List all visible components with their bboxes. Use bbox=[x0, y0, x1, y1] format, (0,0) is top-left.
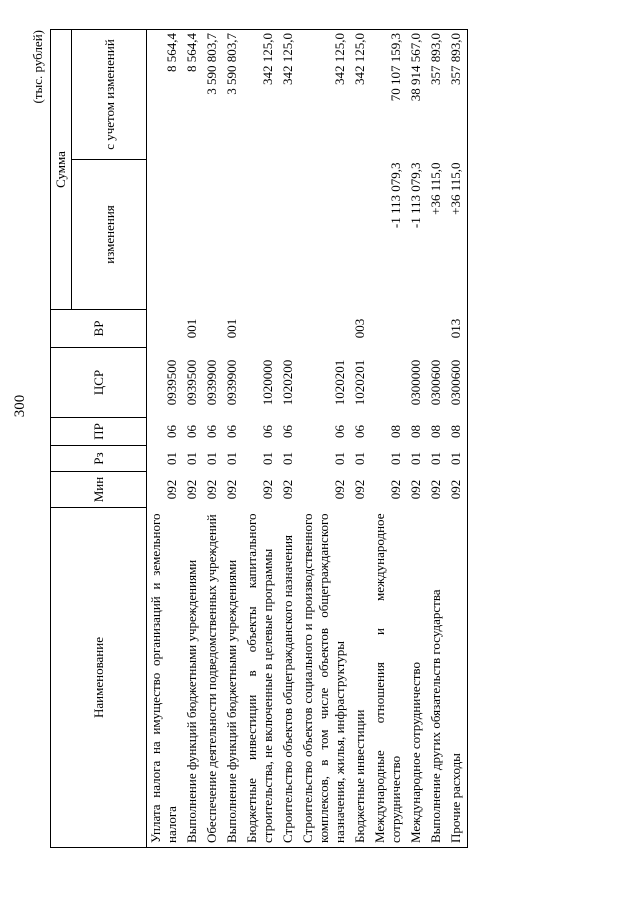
cell-total: 342 125,0 bbox=[351, 30, 371, 160]
cell-csr: 1020201 bbox=[332, 359, 347, 406]
cell-vr bbox=[243, 310, 279, 348]
header-name: Наименование bbox=[51, 508, 147, 848]
cell-vr bbox=[407, 310, 427, 348]
cell-change: +36 115,0 bbox=[428, 162, 443, 215]
header-changes: изменения bbox=[72, 160, 147, 310]
cell-pr: 06 bbox=[280, 425, 295, 438]
cell-min: 092 bbox=[428, 479, 443, 500]
table-row bbox=[447, 30, 468, 848]
header-pr: ПР bbox=[51, 418, 147, 446]
cell-vr bbox=[203, 310, 223, 348]
cell-vr bbox=[371, 310, 407, 348]
cell-pr: 08 bbox=[428, 425, 443, 438]
cell-csr: 0939500 bbox=[164, 359, 179, 406]
cell-pr: 06 bbox=[204, 425, 219, 438]
cell-pr: 06 bbox=[184, 425, 199, 438]
cell-csr: 0300000 bbox=[408, 359, 423, 406]
cell-total: 357 893,0 bbox=[427, 30, 447, 160]
cell-total: 8 564,4 bbox=[147, 30, 184, 160]
cell-name: Международное сотрудничество bbox=[407, 508, 427, 848]
cell-pr: 06 bbox=[332, 425, 347, 438]
cell-rz: 01 bbox=[280, 452, 295, 465]
cell-pr: 06 bbox=[164, 425, 179, 438]
cell-csr: 1020000 bbox=[260, 359, 275, 406]
cell-rz: 01 bbox=[352, 452, 367, 465]
header-with-changes: с учетом изменений bbox=[72, 30, 147, 160]
cell-name: Выполнение функций бюджетными учреждениями bbox=[183, 508, 203, 848]
table-body bbox=[147, 30, 468, 848]
cell-vr: 003 bbox=[352, 318, 367, 339]
cell-pr: 08 bbox=[447, 418, 468, 446]
cell-min: 092 bbox=[164, 479, 179, 500]
cell-min: 092 bbox=[332, 479, 347, 500]
cell-csr: 0939900 bbox=[204, 359, 219, 406]
cell-name: Строительство объектов общегражданского назначения bbox=[279, 508, 299, 848]
cell-total: 342 125,0 bbox=[279, 30, 299, 160]
cell-change bbox=[279, 160, 299, 310]
table-row bbox=[407, 30, 427, 848]
cell-change bbox=[351, 160, 371, 310]
cell-vr bbox=[427, 310, 447, 348]
table-row bbox=[183, 30, 203, 848]
cell-pr: 06 bbox=[352, 425, 367, 438]
cell-rz: 01 bbox=[184, 452, 199, 465]
cell-pr: 06 bbox=[224, 425, 239, 438]
cell-change bbox=[147, 160, 184, 310]
cell-name: Международные отношения и международное сотрудничество bbox=[371, 508, 407, 848]
cell-total: 38 914 567,0 bbox=[407, 30, 427, 160]
cell-rz: 01 bbox=[224, 452, 239, 465]
cell-total: 342 125,0 bbox=[299, 30, 351, 160]
cell-rz: 01 bbox=[164, 452, 179, 465]
table-row bbox=[299, 30, 351, 848]
cell-total: 3 590 803,7 bbox=[203, 30, 223, 160]
cell-name: Выполнение других обязательств государства bbox=[427, 508, 447, 848]
cell-vr: 013 bbox=[447, 310, 468, 348]
cell-rz: 01 bbox=[332, 452, 347, 465]
cell-min: 092 bbox=[224, 479, 239, 500]
cell-csr bbox=[371, 348, 407, 418]
cell-csr: 0939900 bbox=[224, 359, 239, 406]
cell-total: 357 893,0 bbox=[447, 30, 468, 160]
table-row bbox=[427, 30, 447, 848]
table-row bbox=[147, 30, 184, 848]
cell-name: Строительство объектов социального и производственного комплексов, в том числе объектов общегражданского назначения, жилья, инфраструктуры bbox=[299, 508, 351, 848]
cell-vr bbox=[299, 310, 351, 348]
header-rz: Рз bbox=[51, 446, 147, 472]
cell-min: 092 bbox=[408, 479, 423, 500]
cell-min: 092 bbox=[204, 479, 219, 500]
cell-change: -1 113 079,3 bbox=[408, 162, 423, 229]
cell-name: Обеспечение деятельности подведомственных учреждений bbox=[203, 508, 223, 848]
cell-min: 092 bbox=[447, 472, 468, 508]
cell-name: Выполнение функций бюджетными учреждениями bbox=[223, 508, 243, 848]
cell-change: -1 113 079,3 bbox=[388, 162, 403, 229]
units-note: (тыс. рублей) bbox=[30, 30, 45, 104]
cell-csr: 1020200 bbox=[280, 359, 295, 406]
cell-change bbox=[299, 160, 351, 310]
table-row bbox=[279, 30, 299, 848]
cell-vr bbox=[147, 310, 184, 348]
cell-change bbox=[243, 160, 279, 310]
cell-min: 092 bbox=[280, 479, 295, 500]
cell-total: 342 125,0 bbox=[243, 30, 279, 160]
cell-total: 3 590 803,7 bbox=[223, 30, 243, 160]
cell-total: 70 107 159,3 bbox=[371, 30, 407, 160]
cell-pr: 08 bbox=[388, 425, 403, 438]
page-number: 300 bbox=[12, 394, 28, 418]
cell-min: 092 bbox=[352, 479, 367, 500]
cell-vr bbox=[279, 310, 299, 348]
cell-name: Прочие расходы bbox=[447, 508, 468, 848]
table-row bbox=[243, 30, 279, 848]
cell-min: 092 bbox=[184, 479, 199, 500]
cell-rz: 01 bbox=[260, 452, 275, 465]
header-min: Мин bbox=[51, 472, 147, 508]
table-row bbox=[351, 30, 371, 848]
cell-change bbox=[183, 160, 203, 310]
cell-vr: 001 bbox=[184, 318, 199, 339]
cell-csr: 0300600 bbox=[447, 348, 468, 418]
cell-min: 092 bbox=[260, 479, 275, 500]
cell-csr: 0939500 bbox=[184, 359, 199, 406]
cell-rz: 01 bbox=[408, 452, 423, 465]
cell-name: Бюджетные инвестиции bbox=[351, 508, 371, 848]
cell-pr: 06 bbox=[260, 425, 275, 438]
cell-vr: 001 bbox=[224, 318, 239, 339]
table-row bbox=[371, 30, 407, 848]
cell-csr: 1020201 bbox=[352, 359, 367, 406]
header-vr: ВР bbox=[51, 310, 147, 348]
cell-rz: 01 bbox=[204, 452, 219, 465]
cell-rz: 01 bbox=[447, 446, 468, 472]
cell-name: Бюджетные инвестиции в объекты капитального строительства, не включенные в целевые программы bbox=[243, 508, 279, 848]
table-row bbox=[203, 30, 223, 848]
cell-csr: 0300600 bbox=[428, 359, 443, 406]
budget-table bbox=[50, 29, 468, 848]
cell-rz: 01 bbox=[428, 452, 443, 465]
cell-change: +36 115,0 bbox=[447, 160, 468, 310]
cell-name: Уплата налога на имущество организаций и земельного налога bbox=[147, 508, 184, 848]
cell-pr: 08 bbox=[408, 425, 423, 438]
header-row-top bbox=[51, 30, 72, 848]
cell-min: 092 bbox=[388, 479, 403, 500]
header-sum: Сумма bbox=[51, 30, 72, 310]
table-row bbox=[223, 30, 243, 848]
header-csr: ЦСР bbox=[51, 348, 147, 418]
cell-change bbox=[203, 160, 223, 310]
cell-total: 8 564,4 bbox=[183, 30, 203, 160]
cell-rz: 01 bbox=[388, 452, 403, 465]
cell-change bbox=[223, 160, 243, 310]
